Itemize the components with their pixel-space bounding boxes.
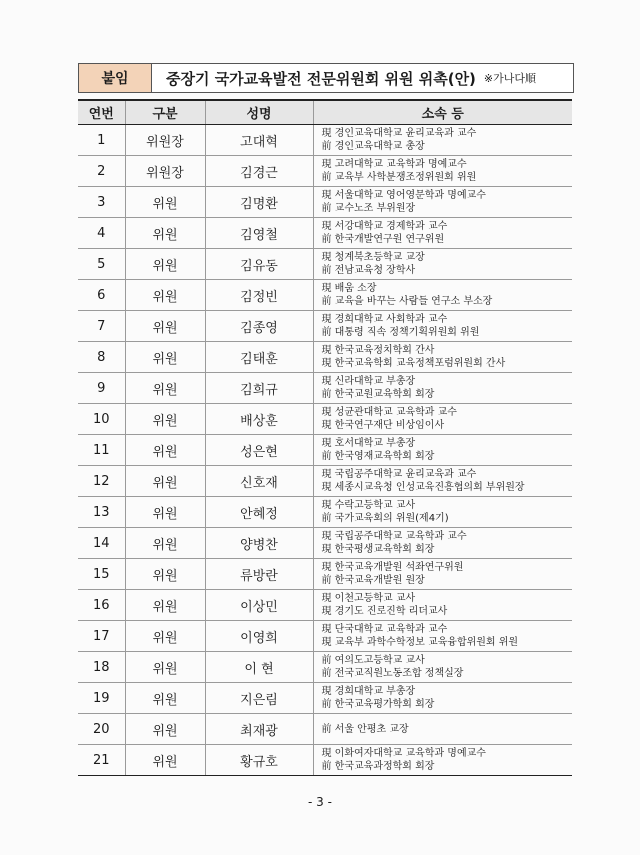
row-role: 위원	[125, 466, 205, 497]
affiliation-line: 現 성균관대학교 교육학과 교수	[321, 407, 457, 418]
member-name: 이상민	[205, 590, 313, 621]
table-row	[78, 280, 572, 311]
row-number: 10	[78, 404, 125, 435]
row-number: 12	[78, 466, 125, 497]
page-number: - 3 -	[308, 795, 332, 809]
row-role: 위원	[125, 311, 205, 342]
affiliation-line: 現 경기도 진로진학 리더교사	[321, 606, 448, 617]
affiliation-line: 現 이천고등학교 교사	[321, 593, 416, 604]
row-role: 위원	[125, 342, 205, 373]
affiliation-line: 前 전남교육청 장학사	[321, 265, 416, 276]
row-number: 1	[78, 125, 125, 156]
affiliation-line: 現 경희대학교 사회학과 교수	[321, 314, 448, 325]
affiliation-line: 前 여의도고등학교 교사	[321, 655, 425, 666]
member-name: 성은현	[205, 435, 313, 466]
affiliation-cell	[313, 590, 572, 621]
affiliation-line: 現 서강대학교 경제학과 교수	[321, 221, 448, 232]
affiliation-line: 前 교육부 사학분쟁조정위원회 위원	[321, 172, 477, 183]
table-row	[78, 466, 572, 497]
affiliation-cell	[313, 714, 572, 745]
member-name: 김정빈	[205, 280, 313, 311]
col-header-affiliation: 소속 등	[313, 100, 572, 125]
member-name: 이 현	[205, 652, 313, 683]
table-row	[78, 156, 572, 187]
member-name: 김종영	[205, 311, 313, 342]
row-number: 6	[78, 280, 125, 311]
table-row	[78, 125, 572, 156]
affiliation-cell	[313, 621, 572, 652]
row-role: 위원	[125, 652, 205, 683]
affiliation-line: 現 배움 소장	[321, 283, 377, 294]
affiliation-cell	[313, 280, 572, 311]
affiliation-cell	[313, 745, 572, 776]
affiliation-line: 現 교육부 과학수학정보 교육융합위원회 위원	[321, 637, 519, 648]
affiliation-cell	[313, 435, 572, 466]
table-row	[78, 497, 572, 528]
row-number: 7	[78, 311, 125, 342]
affiliation-line: 現 청계북초등학교 교장	[321, 252, 425, 263]
table-row	[78, 559, 572, 590]
affiliation-line: 現 한국교육학회 교육정책포럼위원회 간사	[321, 358, 506, 369]
affiliation-line: 現 한국평생교육학회 회장	[321, 544, 435, 555]
row-number: 2	[78, 156, 125, 187]
member-name: 배상훈	[205, 404, 313, 435]
row-number: 19	[78, 683, 125, 714]
table-row	[78, 373, 572, 404]
affiliation-cell	[313, 373, 572, 404]
attachment-header	[78, 63, 574, 93]
member-name: 김태훈	[205, 342, 313, 373]
affiliation-cell	[313, 652, 572, 683]
affiliation-line: 現 고려대학교 교육학과 명예교수	[321, 159, 467, 170]
table-row	[78, 683, 572, 714]
sort-note: ※가나다順	[483, 72, 537, 85]
affiliation-cell	[313, 559, 572, 590]
member-name: 최재광	[205, 714, 313, 745]
row-role: 위원	[125, 404, 205, 435]
row-number: 4	[78, 218, 125, 249]
col-header-no: 연번	[78, 100, 125, 125]
affiliation-line: 現 서울대학교 영어영문학과 명예교수	[321, 190, 486, 201]
affiliation-line: 前 한국교육과정학회 회장	[321, 761, 435, 772]
row-role: 위원장	[125, 125, 205, 156]
row-number: 14	[78, 528, 125, 559]
row-number: 16	[78, 590, 125, 621]
affiliation-line: 前 한국교원교육학회 회장	[321, 389, 435, 400]
row-role: 위원	[125, 621, 205, 652]
affiliation-line: 前 대통령 직속 정책기획위원회 위원	[321, 327, 480, 338]
affiliation-line: 前 한국교육개발원 원장	[321, 575, 425, 586]
table-row	[78, 714, 572, 745]
row-number: 11	[78, 435, 125, 466]
row-role: 위원	[125, 497, 205, 528]
table-row	[78, 621, 572, 652]
affiliation-cell	[313, 404, 572, 435]
table-row	[78, 745, 572, 776]
affiliation-line: 現 한국연구재단 비상임이사	[321, 420, 445, 431]
affiliation-line: 前 한국영재교육학회 회장	[321, 451, 435, 462]
affiliation-line: 前 전국교직원노동조합 정책실장	[321, 668, 464, 679]
affiliation-line: 前 서울 안평초 교장	[321, 723, 409, 735]
row-role: 위원장	[125, 156, 205, 187]
affiliation-line: 前 교수노조 부위원장	[321, 203, 416, 214]
row-role: 위원	[125, 714, 205, 745]
member-name: 김유동	[205, 249, 313, 280]
affiliation-line: 前 국가교육회의 위원(제4기)	[321, 513, 449, 524]
member-name: 김경근	[205, 156, 313, 187]
affiliation-line: 現 신라대학교 부총장	[321, 376, 416, 387]
row-number: 20	[78, 714, 125, 745]
row-role: 위원	[125, 435, 205, 466]
affiliation-line: 前 한국교육평가학회 회장	[321, 699, 435, 710]
title-text: 중장기 국가교육발전 전문위원회 위원 위촉(안)	[166, 69, 476, 88]
affiliation-line: 現 국립공주대학교 윤리교육과 교수	[321, 469, 477, 480]
attachment-tag: 붙임	[79, 64, 152, 92]
affiliation-line: 前 교육을 바꾸는 사람들 연구소 부소장	[321, 296, 493, 307]
affiliation-line: 現 수락고등학교 교사	[321, 500, 416, 511]
row-role: 위원	[125, 187, 205, 218]
affiliation-cell	[313, 466, 572, 497]
member-name: 류방란	[205, 559, 313, 590]
affiliation-cell	[313, 342, 572, 373]
affiliation-line: 前 경인교육대학교 총장	[321, 141, 425, 152]
affiliation-line: 現 경희대학교 부총장	[321, 686, 416, 697]
affiliation-line: 現 한국교육개발원 석좌연구위원	[321, 562, 464, 573]
affiliation-cell	[313, 497, 572, 528]
row-role: 위원	[125, 373, 205, 404]
member-name: 이영희	[205, 621, 313, 652]
affiliation-cell	[313, 683, 572, 714]
affiliation-line: 現 세종시교육청 인성교육진흥협의회 부위원장	[321, 482, 525, 493]
row-number: 17	[78, 621, 125, 652]
table-row	[78, 590, 572, 621]
affiliation-line: 現 경인교육대학교 윤리교육과 교수	[321, 128, 477, 139]
table-row	[78, 249, 572, 280]
table-row	[78, 528, 572, 559]
affiliation-cell	[313, 125, 572, 156]
member-name: 황규호	[205, 745, 313, 776]
table-row	[78, 311, 572, 342]
table-row	[78, 218, 572, 249]
affiliation-cell	[313, 218, 572, 249]
row-role: 위원	[125, 218, 205, 249]
row-number: 3	[78, 187, 125, 218]
table-header-row	[78, 100, 572, 125]
row-role: 위원	[125, 745, 205, 776]
row-number: 8	[78, 342, 125, 373]
table-row	[78, 187, 572, 218]
table-row	[78, 435, 572, 466]
row-role: 위원	[125, 683, 205, 714]
affiliation-line: 現 한국교육정치학회 간사	[321, 345, 435, 356]
row-role: 위원	[125, 249, 205, 280]
affiliation-line: 現 호서대학교 부총장	[321, 438, 416, 449]
affiliation-line: 現 단국대학교 교육학과 교수	[321, 624, 448, 635]
row-role: 위원	[125, 528, 205, 559]
row-number: 18	[78, 652, 125, 683]
member-name: 김희규	[205, 373, 313, 404]
row-role: 위원	[125, 559, 205, 590]
member-name: 김명환	[205, 187, 313, 218]
member-name: 안혜정	[205, 497, 313, 528]
affiliation-line: 前 한국개발연구원 연구위원	[321, 234, 445, 245]
affiliation-cell	[313, 528, 572, 559]
affiliation-cell	[313, 311, 572, 342]
member-name: 지은림	[205, 683, 313, 714]
affiliation-cell	[313, 249, 572, 280]
row-number: 21	[78, 745, 125, 776]
col-header-role: 구분	[125, 100, 205, 125]
committee-table	[78, 99, 572, 776]
table-row	[78, 652, 572, 683]
document-title	[152, 68, 573, 89]
member-name: 신호재	[205, 466, 313, 497]
affiliation-line: 現 국립공주대학교 교육학과 교수	[321, 531, 467, 542]
member-name: 김영철	[205, 218, 313, 249]
affiliation-cell	[313, 187, 572, 218]
affiliation-line: 現 이화여자대학교 교육학과 명예교수	[321, 748, 486, 759]
row-number: 5	[78, 249, 125, 280]
row-number: 9	[78, 373, 125, 404]
table-row	[78, 404, 572, 435]
affiliation-cell	[313, 156, 572, 187]
row-number: 13	[78, 497, 125, 528]
row-number: 15	[78, 559, 125, 590]
table-row	[78, 342, 572, 373]
member-name: 양병찬	[205, 528, 313, 559]
member-name: 고대혁	[205, 125, 313, 156]
row-role: 위원	[125, 280, 205, 311]
col-header-name: 성명	[205, 100, 313, 125]
row-role: 위원	[125, 590, 205, 621]
